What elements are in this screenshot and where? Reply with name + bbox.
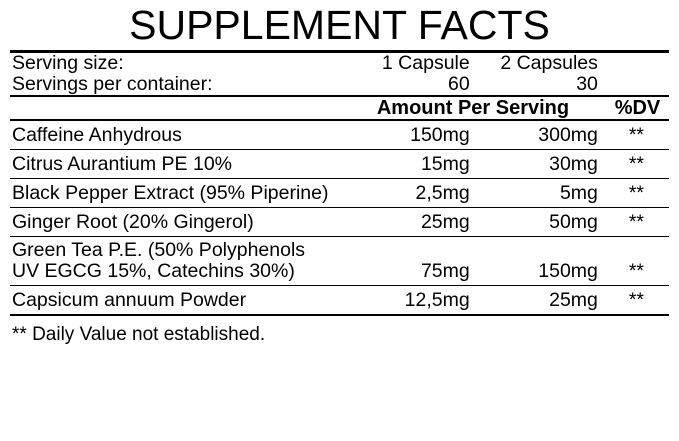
ingredient-amount-2capsules: 30mg — [549, 153, 598, 175]
table-row — [10, 286, 669, 315]
ingredient-dv: ** — [628, 153, 645, 175]
servings-col2: 30 — [576, 73, 598, 95]
serving-size-col2: 2 Capsules — [500, 52, 598, 74]
serving-info-table — [10, 53, 669, 95]
table-row — [10, 121, 669, 150]
table-row — [10, 237, 669, 286]
ingredient-amount-1capsule: 75mg — [420, 260, 470, 282]
table-row — [10, 179, 669, 208]
table-row — [10, 208, 669, 237]
daily-value-footnote: ** Daily Value not established. — [12, 324, 266, 345]
servings-per-container-row — [10, 74, 669, 95]
page-title: SUPPLEMENT FACTS — [129, 2, 550, 48]
serving-size-label: Serving size: — [12, 52, 124, 74]
ingredients-table — [10, 121, 669, 314]
ingredient-amount-2capsules: 300mg — [538, 124, 598, 146]
ingredient-amount-2capsules: 25mg — [549, 289, 598, 311]
ingredient-dv: ** — [628, 211, 645, 233]
ingredient-dv: ** — [628, 182, 645, 204]
ingredient-amount-2capsules: 150mg — [538, 260, 598, 282]
ingredient-amount-1capsule: 12,5mg — [404, 289, 470, 311]
ingredient-name — [10, 237, 348, 286]
serving-size-col1: 1 Capsule — [381, 52, 470, 74]
ingredient-amount-1capsule: 15mg — [420, 153, 470, 175]
ingredient-dv: ** — [628, 260, 645, 282]
serving-size-dv-blank — [604, 53, 669, 74]
column-header-table — [10, 97, 669, 119]
ingredient-amount-2capsules: 50mg — [549, 211, 598, 233]
ingredient-name: Black Pepper Extract (95% Piperine) — [12, 182, 329, 204]
ingredient-name: Ginger Root (20% Gingerol) — [12, 211, 254, 233]
amount-per-serving-header: Amount Per Serving — [376, 97, 570, 119]
dv-header: %DV — [614, 97, 661, 119]
servings-per-container-label: Servings per container: — [12, 73, 213, 95]
ingredient-name: Capsicum annuum Powder — [12, 289, 247, 311]
ingredient-dv: ** — [628, 124, 645, 146]
column-header-row — [10, 97, 669, 119]
ingredient-dv: ** — [628, 289, 645, 311]
header-spacer — [10, 97, 340, 119]
ingredient-name: Caffeine Anhydrous — [12, 124, 182, 146]
ingredient-amount-1capsule: 25mg — [420, 211, 470, 233]
ingredient-amount-1capsule: 150mg — [410, 124, 470, 146]
ingredient-name-line1: Green Tea P.E. (50% Polyphenols — [12, 239, 306, 261]
ingredient-name-line2: UV EGCG 15%, Catechins 30%) — [12, 260, 295, 282]
ingredient-amount-2capsules: 5mg — [559, 182, 598, 204]
table-row — [10, 150, 669, 179]
servings-dv-blank — [604, 74, 669, 95]
ingredient-name: Citrus Aurantium PE 10% — [12, 153, 233, 175]
serving-size-row — [10, 53, 669, 74]
servings-col1: 60 — [448, 73, 470, 95]
ingredient-amount-1capsule: 2,5mg — [415, 182, 470, 204]
